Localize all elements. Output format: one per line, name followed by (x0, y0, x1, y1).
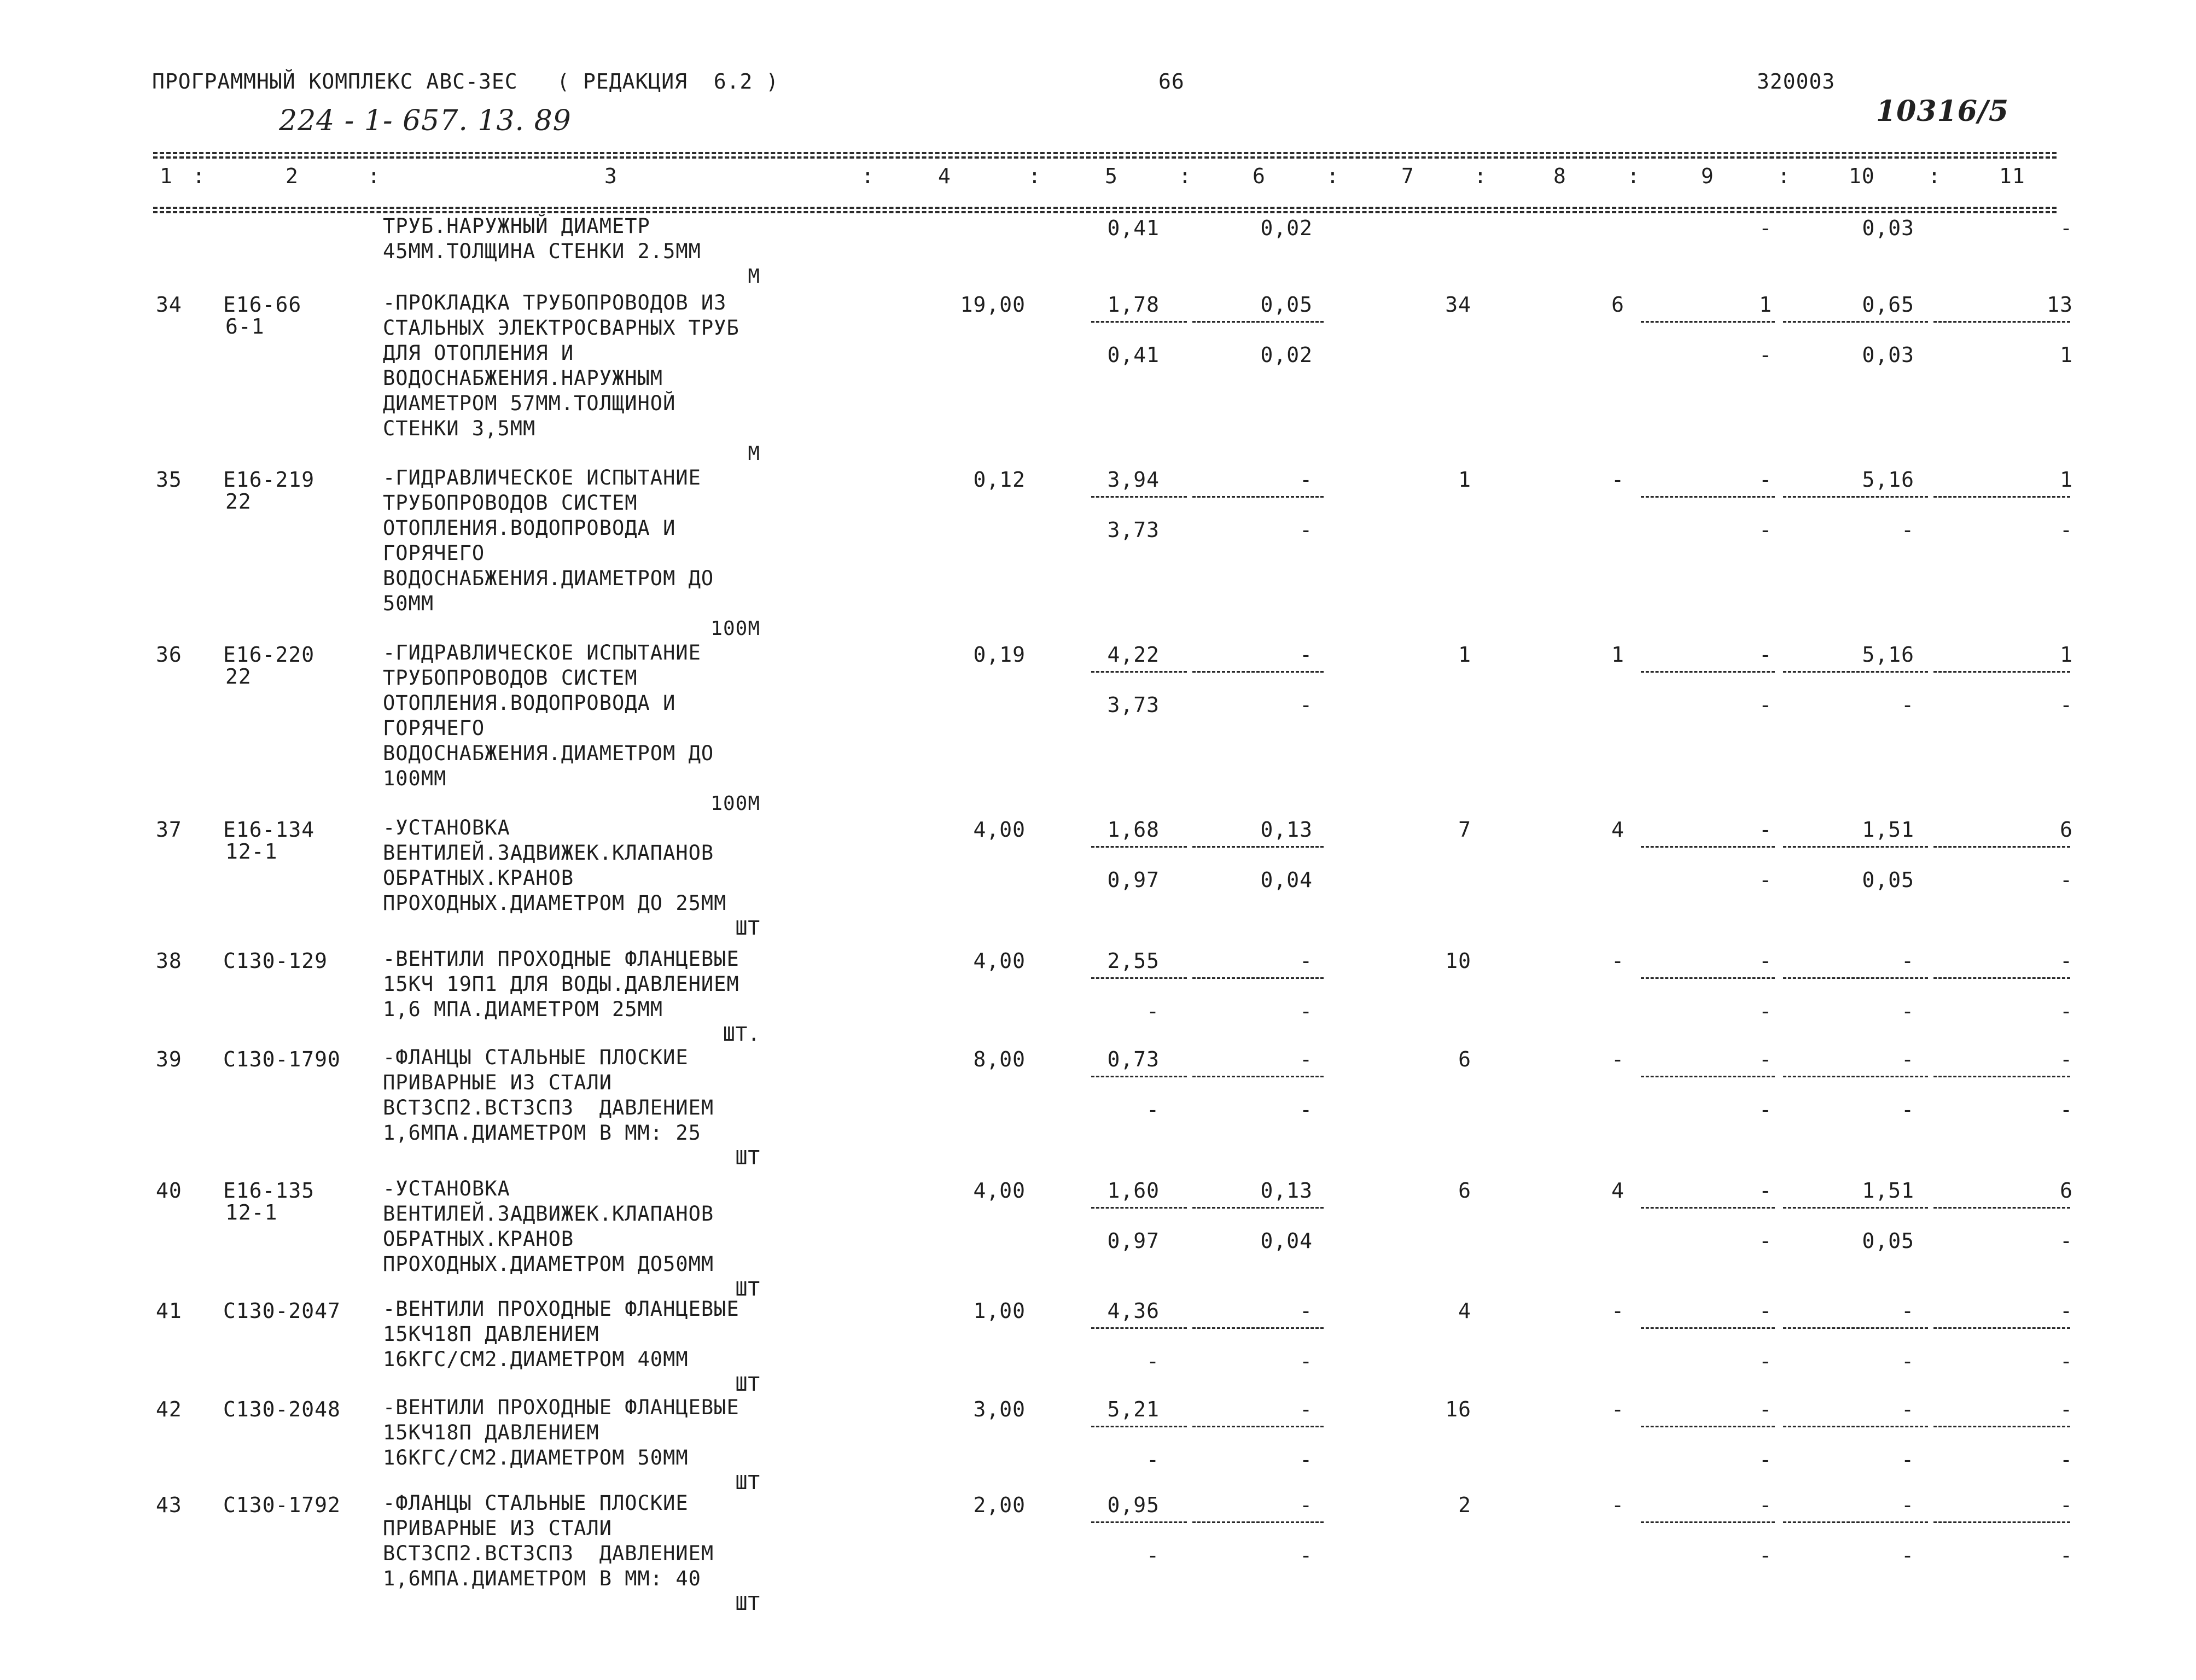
col10-cell-upper: 0,03 (1862, 216, 1914, 240)
cost-cell-upper: 2,55 (1107, 949, 1160, 973)
cost-cell-lower: - (1146, 1543, 1160, 1567)
col9-cell-lower: - (1759, 343, 1772, 367)
row-number: 42 (156, 1397, 182, 1421)
col6-cell-lower: - (1300, 1349, 1313, 1373)
cost-cell-lower: - (1146, 1098, 1160, 1122)
row-code: Е16-66 (223, 293, 302, 317)
cost-cell-lower: - (1146, 1448, 1160, 1472)
col7-cell: 7 (1458, 818, 1471, 842)
col11-cell-upper: 1 (2060, 643, 2073, 667)
document-code: 320003 (1757, 69, 1836, 94)
header-rule-top-2 (153, 156, 2057, 159)
col8-cell: - (1611, 1299, 1624, 1323)
cell-divider-dashes (1783, 1327, 1928, 1329)
cost-cell-lower: 0,41 (1107, 343, 1160, 367)
row-code-suffix: 22 (225, 489, 252, 514)
cell-divider-dashes (1192, 1521, 1324, 1523)
quantity-cell: 19,00 (960, 293, 1026, 317)
row-description: ТРУБ.НАРУЖНЫЙ ДИАМЕТР 45ММ.ТОЛЩИНА СТЕНКИ 2.5ММ (383, 214, 701, 263)
cost-cell-lower: 3,73 (1107, 518, 1160, 542)
cell-divider-dashes (1091, 1426, 1187, 1427)
col9-cell-upper: - (1759, 1493, 1772, 1517)
row-number: 34 (156, 293, 182, 317)
cell-divider-dashes (1783, 321, 1928, 323)
column-separator: : (368, 164, 381, 188)
cost-cell-lower: 3,73 (1107, 693, 1160, 717)
cell-divider-dashes (1933, 671, 2070, 673)
row-description: -ГИДРАВЛИЧЕСКОЕ ИСПЫТАНИЕ ТРУБОПРОВОДОВ СИСТЕМ ОТОПЛЕНИЯ.ВОДОПРОВОДА И ГОРЯЧЕГО ВОДОСНАБЖЕНИЯ.ДИАМЕТРОМ ДО 100ММ (383, 641, 714, 790)
col11-cell-lower: - (2060, 1349, 2073, 1373)
row-number: 37 (156, 818, 182, 842)
col6-cell-upper: - (1300, 643, 1313, 667)
cell-divider-dashes (1091, 977, 1187, 979)
col11-cell-lower: - (2060, 518, 2073, 542)
col6-cell-lower: 0,04 (1260, 868, 1313, 892)
cell-divider-dashes (1783, 1426, 1928, 1427)
row-description: -ВЕНТИЛИ ПРОХОДНЫЕ ФЛАНЦЕВЫЕ 15КЧ18П ДАВЛЕНИЕМ 16КГС/СМ2.ДИАМЕТРОМ 40ММ (383, 1297, 739, 1371)
cell-divider-dashes (1783, 496, 1928, 498)
row-code: Е16-220 (223, 643, 315, 667)
cell-divider-dashes (1091, 1207, 1187, 1209)
col8-cell: 6 (1611, 293, 1624, 317)
col8-cell: - (1611, 468, 1624, 492)
cost-cell-upper: 4,36 (1107, 1299, 1160, 1323)
cell-divider-dashes (1091, 1521, 1187, 1523)
cost-cell-lower: - (1146, 1349, 1160, 1373)
cell-divider-dashes (1192, 977, 1324, 979)
col10-cell-upper: - (1901, 1493, 1914, 1517)
col10-cell-upper: 5,16 (1862, 643, 1914, 667)
col9-cell-lower: - (1759, 693, 1772, 717)
cell-divider-dashes (1933, 1207, 2070, 1209)
col7-cell: 4 (1458, 1299, 1471, 1323)
col11-cell-lower: 1 (2060, 343, 2073, 367)
col11-cell-lower: - (2060, 868, 2073, 892)
row-description: -ВЕНТИЛИ ПРОХОДНЫЕ ФЛАНЦЕВЫЕ 15КЧ 19П1 ДЛЯ ВОДЫ.ДАВЛЕНИЕМ 1,6 МПА.ДИАМЕТРОМ 25ММ (383, 947, 739, 1021)
quantity-cell: 4,00 (973, 818, 1026, 842)
cell-divider-dashes (1641, 1426, 1775, 1427)
cell-divider-dashes (1933, 846, 2070, 848)
col11-cell-upper: - (2060, 949, 2073, 973)
col9-cell-lower: - (1759, 1349, 1772, 1373)
header-rule-bottom-2 (153, 211, 2057, 213)
col11-cell-upper: 6 (2060, 1179, 2073, 1203)
row-number: 40 (156, 1179, 182, 1203)
column-separator: : (1326, 164, 1339, 188)
col10-cell-upper: - (1901, 1397, 1914, 1421)
cell-divider-dashes (1091, 846, 1187, 848)
cell-divider-dashes (1192, 1207, 1324, 1209)
cost-cell-lower: - (1146, 999, 1160, 1023)
cell-divider-dashes (1192, 1076, 1324, 1077)
cell-divider-dashes (1783, 846, 1928, 848)
column-header-1: 1 (160, 164, 173, 188)
quantity-cell: 2,00 (973, 1493, 1026, 1517)
col7-cell: 6 (1458, 1047, 1471, 1071)
row-unit: М (748, 265, 760, 288)
row-description: -УСТАНОВКА ВЕНТИЛЕЙ.ЗАДВИЖЕК.КЛАПАНОВ ОБРАТНЫХ.КРАНОВ ПРОХОДНЫХ.ДИАМЕТРОМ ДО 25ММ (383, 816, 727, 915)
col9-cell-upper: - (1759, 1299, 1772, 1323)
column-separator: : (1028, 164, 1041, 188)
col11-cell-lower: - (2060, 999, 2073, 1023)
cell-divider-dashes (1091, 671, 1187, 673)
cell-divider-dashes (1783, 1207, 1928, 1209)
col9-cell-upper: - (1759, 643, 1772, 667)
cell-divider-dashes (1933, 1076, 2070, 1077)
col10-cell-upper: - (1901, 1299, 1914, 1323)
col6-cell-lower: - (1300, 1543, 1313, 1567)
column-header-9: 9 (1701, 164, 1714, 188)
col7-cell: 1 (1458, 643, 1471, 667)
column-header-5: 5 (1105, 164, 1118, 188)
cell-divider-dashes (1091, 496, 1187, 498)
col6-cell-upper: 0,05 (1260, 293, 1313, 317)
cost-cell-upper: 3,94 (1107, 468, 1160, 492)
row-number: 35 (156, 468, 182, 492)
program-title: ПРОГРАММНЫЙ КОМПЛЕКС АВС-ЗЕС ( РЕДАКЦИЯ 6.2 ) (152, 69, 779, 94)
cell-divider-dashes (1641, 977, 1775, 979)
handwritten-sheet-number: 10316/5 (1876, 95, 2009, 128)
col11-cell-lower: - (2060, 1229, 2073, 1253)
col10-cell-lower: - (1901, 1448, 1914, 1472)
page-number: 66 (1158, 69, 1185, 94)
col11-cell-upper: - (2060, 216, 2073, 240)
row-number: 38 (156, 949, 182, 973)
row-code: Е16-135 (223, 1179, 315, 1203)
column-separator: : (1928, 164, 1941, 188)
col9-cell-upper: - (1759, 949, 1772, 973)
col8-cell: - (1611, 1047, 1624, 1071)
row-description: -ПРОКЛАДКА ТРУБОПРОВОДОВ ИЗ СТАЛЬНЫХ ЭЛЕКТРОСВАРНЫХ ТРУБ ДЛЯ ОТОПЛЕНИЯ И ВОДОСНАБЖЕНИЯ.НАРУЖНЫМ ДИАМЕТРОМ 57ММ.ТОЛЩИНОЙ СТЕНКИ 3,5ММ (383, 291, 739, 440)
row-unit: ШТ (735, 917, 760, 940)
quantity-cell: 8,00 (973, 1047, 1026, 1071)
col6-cell-lower: - (1300, 518, 1313, 542)
col6-cell-upper: - (1300, 1299, 1313, 1323)
cell-divider-dashes (1091, 1327, 1187, 1329)
col11-cell-lower: - (2060, 1543, 2073, 1567)
col8-cell: 1 (1611, 643, 1624, 667)
col9-cell-lower: - (1759, 518, 1772, 542)
col9-cell-lower: - (1759, 868, 1772, 892)
col6-cell-upper: - (1300, 468, 1313, 492)
cell-divider-dashes (1933, 321, 2070, 323)
row-code: С130-129 (223, 949, 328, 973)
row-unit: ШТ (735, 1472, 760, 1494)
cell-divider-dashes (1192, 496, 1324, 498)
col11-cell-upper: 6 (2060, 818, 2073, 842)
row-code-suffix: 12-1 (225, 1200, 278, 1224)
header-rule-bottom (153, 207, 2057, 209)
column-header-6: 6 (1253, 164, 1266, 188)
cell-divider-dashes (1783, 1076, 1928, 1077)
col11-cell-lower: - (2060, 693, 2073, 717)
cell-divider-dashes (1783, 671, 1928, 673)
col6-cell-upper: - (1300, 1493, 1313, 1517)
col10-cell-lower: - (1901, 518, 1914, 542)
col11-cell-upper: 1 (2060, 468, 2073, 492)
cell-divider-dashes (1192, 1426, 1324, 1427)
cost-cell-upper: 1,78 (1107, 293, 1160, 317)
column-separator: : (1778, 164, 1791, 188)
col10-cell-upper: - (1901, 949, 1914, 973)
col8-cell: 4 (1611, 818, 1624, 842)
row-unit: ШТ (735, 1592, 760, 1615)
cell-divider-dashes (1783, 1521, 1928, 1523)
col11-cell-upper: 13 (2047, 293, 2073, 317)
col10-cell-lower: - (1901, 1543, 1914, 1567)
col10-cell-lower: - (1901, 1098, 1914, 1122)
cost-cell-upper: 0,73 (1107, 1047, 1160, 1071)
col9-cell-lower: - (1759, 1448, 1772, 1472)
quantity-cell: 0,12 (973, 468, 1026, 492)
row-code: Е16-219 (223, 468, 315, 492)
quantity-cell: 4,00 (973, 1179, 1026, 1203)
row-code-suffix: 6-1 (225, 314, 265, 339)
row-unit: 100М (710, 617, 760, 640)
row-code: С130-1790 (223, 1047, 341, 1071)
cell-divider-dashes (1933, 977, 2070, 979)
col6-cell-lower: 0,02 (1260, 343, 1313, 367)
row-description: -ГИДРАВЛИЧЕСКОЕ ИСПЫТАНИЕ ТРУБОПРОВОДОВ СИСТЕМ ОТОПЛЕНИЯ.ВОДОПРОВОДА И ГОРЯЧЕГО ВОДОСНАБЖЕНИЯ.ДИАМЕТРОМ ДО 50ММ (383, 466, 714, 615)
column-separator: : (861, 164, 875, 188)
row-description: -ФЛАНЦЫ СТАЛЬНЫЕ ПЛОСКИЕ ПРИВАРНЫЕ ИЗ СТАЛИ ВСТЗСП2.ВСТЗСП3 ДАВЛЕНИЕМ 1,6МПА.ДИАМЕТРОМ В ММ: 25 (383, 1046, 714, 1145)
cell-divider-dashes (1933, 496, 2070, 498)
col11-cell-upper: - (2060, 1047, 2073, 1071)
column-separator: : (1179, 164, 1192, 188)
col6-cell-lower: - (1300, 1098, 1313, 1122)
row-unit: ШТ (735, 1373, 760, 1396)
column-header-2: 2 (286, 164, 299, 188)
column-header-3: 3 (604, 164, 618, 188)
row-unit: ШТ (735, 1147, 760, 1169)
cost-cell-upper: 0,41 (1107, 216, 1160, 240)
col6-cell-lower: 0,04 (1260, 1229, 1313, 1253)
col8-cell: - (1611, 949, 1624, 973)
cell-divider-dashes (1192, 1327, 1324, 1329)
cell-divider-dashes (1091, 1076, 1187, 1077)
col9-cell-upper: - (1759, 468, 1772, 492)
col9-cell-upper: - (1759, 1047, 1772, 1071)
col7-cell: 1 (1458, 468, 1471, 492)
col6-cell-upper: - (1300, 1047, 1313, 1071)
column-header-4: 4 (938, 164, 951, 188)
cell-divider-dashes (1641, 1076, 1775, 1077)
row-code: С130-2048 (223, 1397, 341, 1421)
row-code: Е16-134 (223, 818, 315, 842)
quantity-cell: 1,00 (973, 1299, 1026, 1323)
cell-divider-dashes (1091, 321, 1187, 323)
row-code: С130-2047 (223, 1299, 341, 1323)
col11-cell-upper: - (2060, 1493, 2073, 1517)
col6-cell-upper: - (1300, 949, 1313, 973)
col10-cell-lower: - (1901, 999, 1914, 1023)
cost-cell-upper: 1,60 (1107, 1179, 1160, 1203)
row-unit: 100М (710, 792, 760, 815)
quantity-cell: 0,19 (973, 643, 1026, 667)
col7-cell: 6 (1458, 1179, 1471, 1203)
col11-cell-upper: - (2060, 1299, 2073, 1323)
col6-cell-lower: - (1300, 999, 1313, 1023)
col11-cell-lower: - (2060, 1098, 2073, 1122)
col6-cell-upper: - (1300, 1397, 1313, 1421)
col10-cell-upper: 0,65 (1862, 293, 1914, 317)
row-description: -ФЛАНЦЫ СТАЛЬНЫЕ ПЛОСКИЕ ПРИВАРНЫЕ ИЗ СТАЛИ ВСТЗСП2.ВСТЗСП3 ДАВЛЕНИЕМ 1,6МПА.ДИАМЕТРОМ В ММ: 40 (383, 1491, 714, 1590)
quantity-cell: 4,00 (973, 949, 1026, 973)
col9-cell-upper: - (1759, 1179, 1772, 1203)
column-header-7: 7 (1401, 164, 1414, 188)
row-description: -ВЕНТИЛИ ПРОХОДНЫЕ ФЛАНЦЕВЫЕ 15КЧ18П ДАВЛЕНИЕМ 16КГС/СМ2.ДИАМЕТРОМ 50ММ (383, 1396, 739, 1469)
cell-divider-dashes (1192, 321, 1324, 323)
col10-cell-upper: 5,16 (1862, 468, 1914, 492)
row-number: 41 (156, 1299, 182, 1323)
col10-cell-upper: 1,51 (1862, 818, 1914, 842)
col10-cell-lower: 0,05 (1862, 868, 1914, 892)
cell-divider-dashes (1641, 671, 1775, 673)
col9-cell-upper: - (1759, 818, 1772, 842)
row-unit: М (748, 442, 760, 465)
col10-cell-upper: 1,51 (1862, 1179, 1914, 1203)
cell-divider-dashes (1192, 671, 1324, 673)
cell-divider-dashes (1192, 846, 1324, 848)
cost-cell-lower: 0,97 (1107, 868, 1160, 892)
col10-cell-lower: 0,05 (1862, 1229, 1914, 1253)
col6-cell-lower: - (1300, 1448, 1313, 1472)
header-rule-top (153, 152, 2057, 154)
cell-divider-dashes (1933, 1426, 2070, 1427)
col9-cell-lower: - (1759, 1543, 1772, 1567)
col6-cell-lower: - (1300, 693, 1313, 717)
handwritten-project-number: 224 - 1- 657. 13. 89 (279, 104, 572, 137)
cell-divider-dashes (1783, 977, 1928, 979)
col8-cell: - (1611, 1397, 1624, 1421)
row-code-suffix: 22 (225, 664, 252, 689)
col6-cell-upper: 0,13 (1260, 1179, 1313, 1203)
cell-divider-dashes (1641, 321, 1775, 323)
col8-cell: - (1611, 1493, 1624, 1517)
col10-cell-lower: - (1901, 1349, 1914, 1373)
col9-cell-upper: 1 (1759, 293, 1772, 317)
row-code-suffix: 12-1 (225, 839, 278, 864)
column-separator: : (193, 164, 206, 188)
row-code: С130-1792 (223, 1493, 341, 1517)
cost-cell-lower: 0,97 (1107, 1229, 1160, 1253)
cost-cell-upper: 0,95 (1107, 1493, 1160, 1517)
col8-cell: 4 (1611, 1179, 1624, 1203)
col10-cell-lower: - (1901, 693, 1914, 717)
col6-cell-upper: 0,13 (1260, 818, 1313, 842)
row-number: 39 (156, 1047, 182, 1071)
col9-cell-upper: - (1759, 1397, 1772, 1421)
col9-cell-lower: - (1759, 1098, 1772, 1122)
quantity-cell: 3,00 (973, 1397, 1026, 1421)
col7-cell: 16 (1445, 1397, 1471, 1421)
column-header-11: 11 (1999, 164, 2025, 188)
row-number: 36 (156, 643, 182, 667)
col11-cell-upper: - (2060, 1397, 2073, 1421)
col9-cell-upper: - (1759, 216, 1772, 240)
col7-cell: 10 (1445, 949, 1471, 973)
row-unit: ШТ (735, 1278, 760, 1300)
row-unit: ШТ. (723, 1023, 760, 1046)
cell-divider-dashes (1933, 1521, 2070, 1523)
col11-cell-lower: - (2060, 1448, 2073, 1472)
column-header-10: 10 (1849, 164, 1875, 188)
cell-divider-dashes (1933, 1327, 2070, 1329)
cell-divider-dashes (1641, 496, 1775, 498)
cell-divider-dashes (1641, 1327, 1775, 1329)
column-header-8: 8 (1553, 164, 1566, 188)
col6-cell-upper: 0,02 (1260, 216, 1313, 240)
cell-divider-dashes (1641, 1207, 1775, 1209)
cell-divider-dashes (1641, 846, 1775, 848)
column-separator: : (1627, 164, 1640, 188)
col7-cell: 34 (1445, 293, 1471, 317)
column-separator: : (1474, 164, 1487, 188)
col9-cell-lower: - (1759, 1229, 1772, 1253)
col10-cell-upper: - (1901, 1047, 1914, 1071)
row-number: 43 (156, 1493, 182, 1517)
col10-cell-lower: 0,03 (1862, 343, 1914, 367)
cost-cell-upper: 1,68 (1107, 818, 1160, 842)
col9-cell-lower: - (1759, 999, 1772, 1023)
row-description: -УСТАНОВКА ВЕНТИЛЕЙ.ЗАДВИЖЕК.КЛАПАНОВ ОБРАТНЫХ.КРАНОВ ПРОХОДНЫХ.ДИАМЕТРОМ ДО50ММ (383, 1177, 714, 1276)
cost-cell-upper: 5,21 (1107, 1397, 1160, 1421)
cell-divider-dashes (1641, 1521, 1775, 1523)
col7-cell: 2 (1458, 1493, 1471, 1517)
cost-cell-upper: 4,22 (1107, 643, 1160, 667)
